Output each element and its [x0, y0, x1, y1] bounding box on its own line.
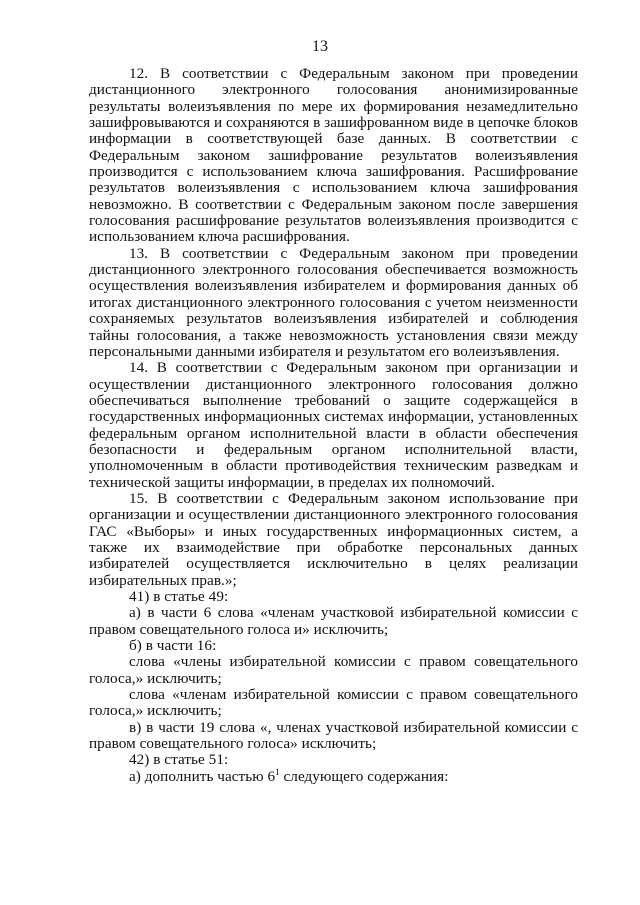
- item-42: 42) в статье 51:: [129, 751, 229, 769]
- paragraph-15: 15. В соответствии с Федеральным законом использование при организации и осуществлении дистанционного электронного голосования ГАС «Выборы» и иных государственных информационных систем, а также их взаимодействие при обработке персональных данных избирателей осуществляется исключительно в целях реализации избирательных прав.»;: [89, 489, 578, 589]
- item-41: 41) в статье 49:: [129, 588, 229, 605]
- paragraph-14: 14. В соответствии с Федеральным законом при организации и осуществлении дистанционного электронного голосования должно обеспечиваться выполнение требований о защите содержащейся в государственных информационных системах информации, установленных федеральным органом исполнительной власти в области обеспечения безопасности и федеральным органом исполнительной власти, уполномоченным в области противодействия техническим разведкам и технической защиты информации, в пределах их полномочий.: [89, 359, 578, 491]
- item-41-v: в) в части 19 слова «, членах участковой избирательной комиссии с правом совещательного голоса» исключить;: [89, 718, 578, 753]
- item-41-b-words-2: слова «членам избирательной комиссии с правом совещательного голоса,» исключить;: [89, 686, 578, 720]
- item-42-a: [89, 766, 578, 785]
- paragraph-13: 13. В соответствии с Федеральным законом при проведении дистанционного электронного голосования обеспечивается возможность осуществления волеизъявления избирателем и формирования данных об итогах дистанционного электронного голосования с учетом неизменности сохраняемых результатов волеизъявления избирателей и соблюдения тайны голосования, а также невозможность установления связи между персональными данными избирателя и результатом его волеизъявления.: [89, 244, 578, 360]
- item-41-b: б) в части 16:: [129, 637, 217, 655]
- item-42-a-text: а) дополнить частью 6: [129, 767, 276, 785]
- item-41-a: а) в части 6 слова «членам участковой избирательной комиссии с правом совещательного голоса и» исключить;: [89, 604, 578, 638]
- item-42-a-tail: следующего содержания:: [279, 767, 449, 785]
- superscript: 1: [275, 766, 280, 777]
- paragraph-12: 12. В соответствии с Федеральным законом при проведении дистанционного электронного голосования анонимизированные результаты волеизъявления по мере их формирования незамедлительно зашифровываются и сохраняются в зашифрованном виде в цепочке блоков информации в соответствующей базе данных. В соответствии с Федеральным законом зашифрование результатов волеизъявления производится с использованием ключа зашифрования. Расшифрование результатов волеизъявления с использованием ключа зашифрования невозможно. В соответствии с Федеральным законом после завершения голосования расшифрование результатов волеизъявления производится с использованием ключа расшифрования.: [89, 65, 578, 246]
- item-41-b-words-1: слова «члены избирательной комиссии с правом совещательного голоса,» исключить;: [89, 653, 578, 687]
- document-body: [89, 66, 578, 785]
- page-number: 13: [312, 38, 328, 55]
